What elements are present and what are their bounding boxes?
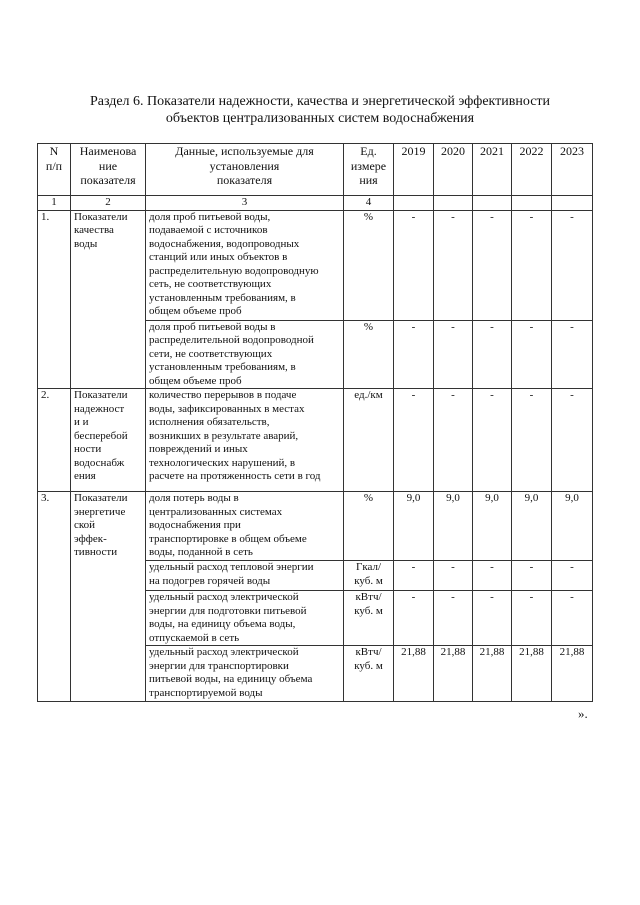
value-2019: - <box>394 210 434 320</box>
table-row <box>38 210 593 320</box>
value-2019: - <box>394 320 434 389</box>
value-2023: - <box>552 210 593 320</box>
header-name: Наименова ние показателя <box>71 144 146 196</box>
section-title-line-2: объектов централизованных систем водоснабжения <box>165 111 475 126</box>
value-2021: - <box>473 320 512 389</box>
header-year: 2022 <box>512 144 552 196</box>
header-year: 2019 <box>394 144 434 196</box>
column-number-row <box>38 196 593 211</box>
data-description: удельный расход электрической энергии для подготовки питьевой воды, на единицу объема воды, отпускаемой в сеть <box>146 591 344 646</box>
unit-cell: кВтч/ куб. м <box>344 646 394 702</box>
value-2023: - <box>552 561 593 591</box>
value-2022: - <box>512 210 552 320</box>
unit-cell: ед./км <box>344 389 394 492</box>
value-2021: 21,88 <box>473 646 512 702</box>
value-2021: - <box>473 389 512 492</box>
section-title-line-1: Раздел 6. Показатели надежности, качества и энергетической эффективности <box>89 94 551 109</box>
empty-cell <box>434 196 473 211</box>
indicators-table <box>37 143 593 702</box>
table-row <box>38 389 593 492</box>
column-number: 1 <box>38 196 71 211</box>
value-2022: - <box>512 591 552 646</box>
row-number: 3. <box>38 492 71 702</box>
section-title <box>0 93 640 127</box>
value-2019: - <box>394 389 434 492</box>
column-number: 3 <box>146 196 344 211</box>
indicator-name: Показатели энергетиче ской эффек- тивности <box>71 492 146 702</box>
empty-cell <box>552 196 593 211</box>
column-number: 2 <box>71 196 146 211</box>
value-2022: - <box>512 389 552 492</box>
value-2023: - <box>552 591 593 646</box>
value-2022: - <box>512 320 552 389</box>
empty-cell <box>394 196 434 211</box>
value-2020: - <box>434 389 473 492</box>
indicator-name: Показатели надежност и и бесперебой ности водоснабж ения <box>71 389 146 492</box>
data-description: удельный расход электрической энергии для транспортировки питьевой воды, на единицу объема транспортируемой воды <box>146 646 344 702</box>
unit-cell: % <box>344 320 394 389</box>
indicator-name: Показатели качества воды <box>71 210 146 389</box>
header-year: 2023 <box>552 144 593 196</box>
value-2022: - <box>512 561 552 591</box>
value-2019: 21,88 <box>394 646 434 702</box>
value-2023: 9,0 <box>552 492 593 561</box>
data-description: доля проб питьевой воды в распределительной водопроводной сети, не соответствующих установленным требованиям, в общем объеме проб <box>146 320 344 389</box>
unit-cell: % <box>344 492 394 561</box>
data-description: количество перерывов в подаче воды, зафиксированных в местах исполнения обязательств, возникших в результате аварий, повреждений и иных технологических нарушений, в расчете на протяженность сети в год <box>146 389 344 492</box>
unit-cell: кВтч/ куб. м <box>344 591 394 646</box>
value-2021: 9,0 <box>473 492 512 561</box>
unit-cell: Гкал/ куб. м <box>344 561 394 591</box>
value-2020: 21,88 <box>434 646 473 702</box>
value-2020: - <box>434 591 473 646</box>
value-2020: - <box>434 561 473 591</box>
value-2019: - <box>394 561 434 591</box>
value-2022: 21,88 <box>512 646 552 702</box>
value-2022: 9,0 <box>512 492 552 561</box>
closing-quote-mark: ». <box>578 706 588 721</box>
header-data: Данные, используемые для установления показателя <box>146 144 344 196</box>
column-number: 4 <box>344 196 394 211</box>
value-2020: - <box>434 210 473 320</box>
value-2020: - <box>434 320 473 389</box>
value-2023: - <box>552 389 593 492</box>
value-2023: - <box>552 320 593 389</box>
empty-cell <box>473 196 512 211</box>
data-description: удельный расход тепловой энергии на подогрев горячей воды <box>146 561 344 591</box>
value-2021: - <box>473 561 512 591</box>
empty-cell <box>512 196 552 211</box>
table-row <box>38 492 593 561</box>
value-2023: 21,88 <box>552 646 593 702</box>
row-number: 1. <box>38 210 71 389</box>
value-2019: - <box>394 591 434 646</box>
header-num: N п/п <box>38 144 71 196</box>
data-description: доля потерь воды в централизованных системах водоснабжения при транспортировке в общем объеме воды, поданной в сеть <box>146 492 344 561</box>
row-number: 2. <box>38 389 71 492</box>
header-year: 2021 <box>473 144 512 196</box>
value-2020: 9,0 <box>434 492 473 561</box>
header-row <box>38 144 593 196</box>
header-year: 2020 <box>434 144 473 196</box>
value-2019: 9,0 <box>394 492 434 561</box>
header-unit: Ед. измере ния <box>344 144 394 196</box>
unit-cell: % <box>344 210 394 320</box>
data-description: доля проб питьевой воды, подаваемой с источников водоснабжения, водопроводных станций или иных объектов в распределительную водопроводную сеть, не соответствующих установленным требованиям, в общем объеме проб <box>146 210 344 320</box>
value-2021: - <box>473 210 512 320</box>
value-2021: - <box>473 591 512 646</box>
